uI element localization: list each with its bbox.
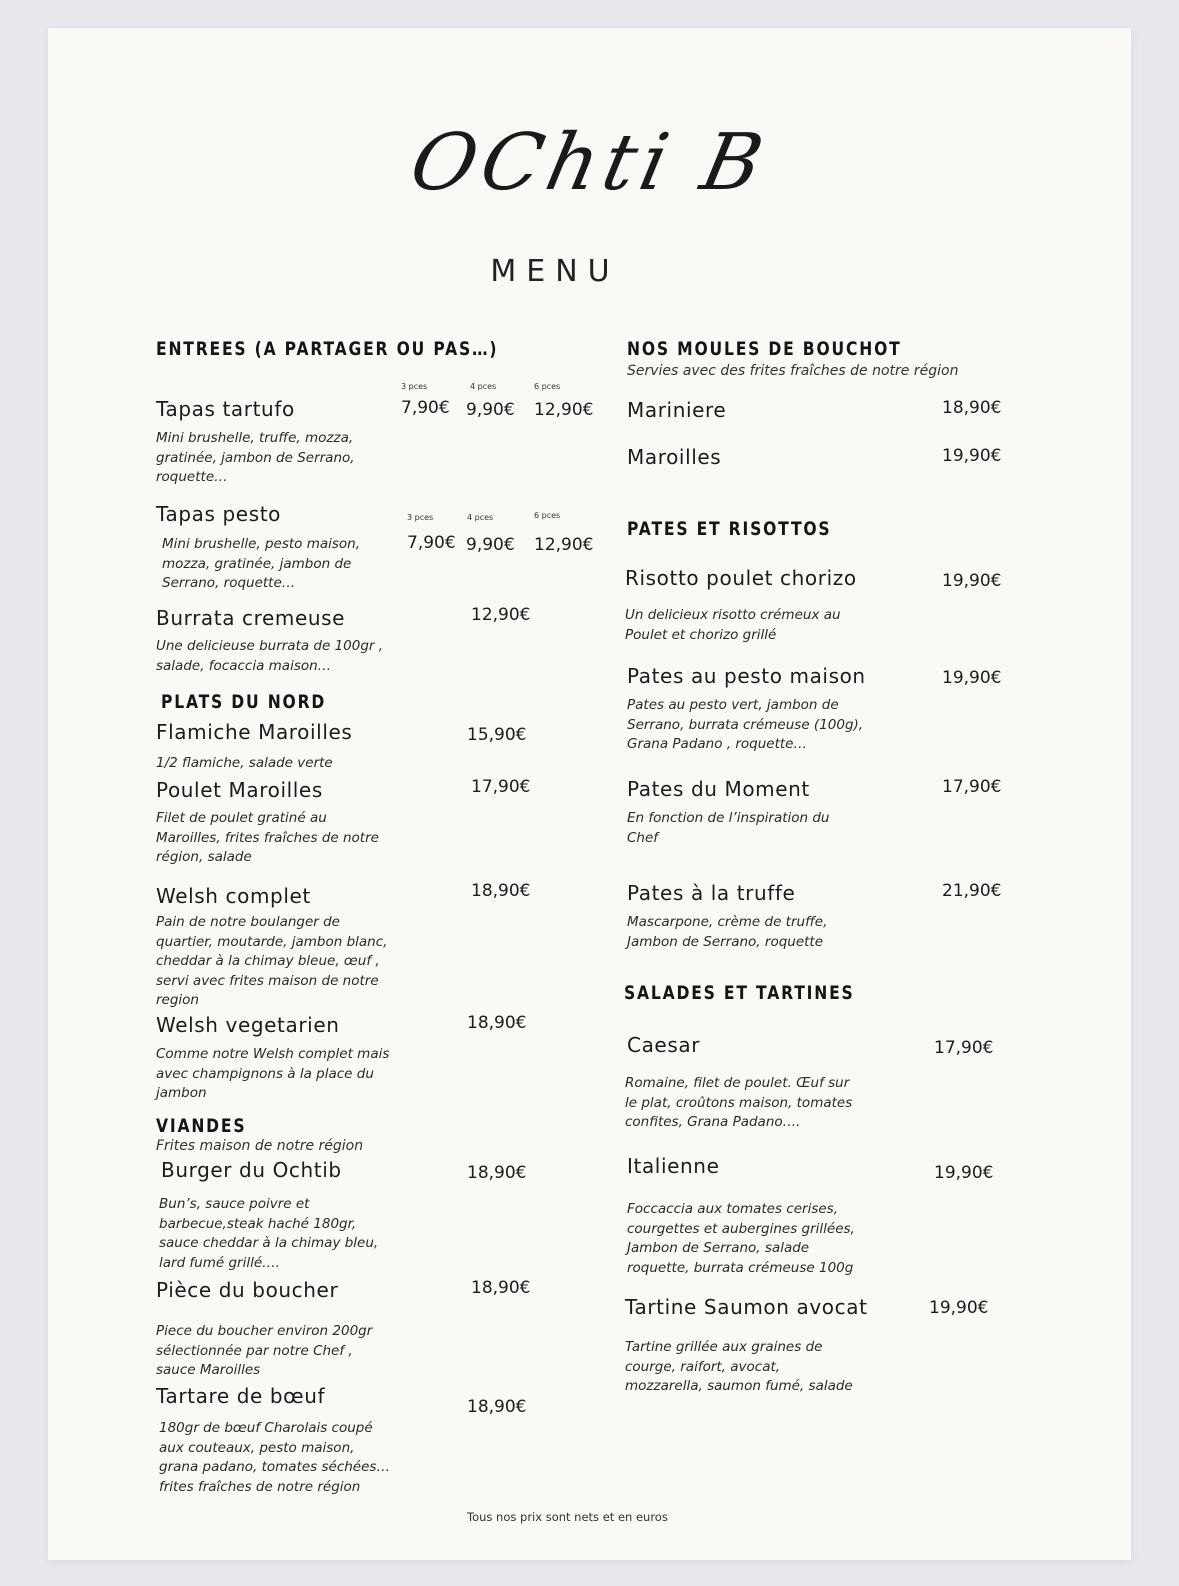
dish-description: Mini brushelle, truffe, mozza, gratinée, jambon de Serrano, roquette… (156, 430, 355, 485)
dish-description: Pain de notre boulanger de quartier, moutarde, jambon blanc, cheddar à la chimay bleue, œuf , servi avec frites maison de notre region (156, 914, 388, 1008)
dish-description: Mini brushelle, pesto maison, mozza, gratinée, jambon de Serrano, roquette… (162, 536, 361, 591)
footer-note: Tous nos prix sont nets et en euros (467, 1510, 668, 1524)
dish-price: 17,90€ (471, 777, 531, 797)
dish-name: Pates au pesto maison (627, 664, 866, 688)
dish-price: 12,90€ (534, 535, 594, 555)
section-title-pates: PATES ET RISOTTOS (627, 518, 832, 540)
dish-price: 19,90€ (942, 446, 1002, 466)
dish-price: 12,90€ (471, 605, 531, 625)
dish-description: Tartine grillée aux graines de courge, raifort, avocat, mozzarella, saumon fumé, salade (625, 1339, 853, 1394)
section-title-plats-du-nord: PLATS DU NORD (161, 691, 327, 713)
dish-description: Piece du boucher environ 200gr sélectionnée par notre Chef , sauce Maroilles (156, 1323, 373, 1378)
dish-description: Romaine, filet de poulet. Œuf sur le plat, croûtons maison, tomates confites, Grana Padano…. (625, 1075, 853, 1130)
dish-name: Pates à la truffe (627, 881, 796, 905)
dish-description: Foccaccia aux tomates cerises, courgettes et aubergines grillées, Jambon de Serrano, salade roquette, burrata crémeuse 100g (627, 1201, 855, 1276)
dish-price: 19,90€ (929, 1298, 989, 1318)
dish-name: Risotto poulet chorizo (625, 566, 857, 590)
pieces-label: 6 pces (534, 382, 561, 391)
dish-name: Pates du Moment (627, 777, 810, 801)
dish-price: 19,90€ (934, 1163, 994, 1183)
section-title-viandes: VIANDES (156, 1115, 247, 1137)
dish-name: Tapas tartufo (156, 397, 295, 421)
pieces-label: 6 pces (534, 511, 561, 520)
dish-price: 18,90€ (471, 1278, 531, 1298)
dish-name: Caesar (627, 1033, 701, 1057)
dish-price: 15,90€ (467, 725, 527, 745)
dish-name: Poulet Maroilles (156, 778, 323, 802)
section-title-entrees: ENTREES (A PARTAGER OU PAS…) (156, 338, 499, 360)
dish-description: Pates au pesto vert, jambon de Serrano, burrata crémeuse (100g), Grana Padano , roquette… (627, 697, 864, 752)
dish-price: 18,90€ (467, 1163, 527, 1183)
dish-price: 18,90€ (942, 398, 1002, 418)
dish-price: 9,90€ (466, 535, 515, 555)
dish-name: Tartine Saumon avocat (625, 1295, 868, 1319)
dish-price: 12,90€ (534, 400, 594, 420)
dish-price: 21,90€ (942, 881, 1002, 901)
dish-description: Filet de poulet gratiné au Maroilles, frites fraîches de notre région, salade (156, 810, 379, 865)
dish-price: 18,90€ (467, 1397, 527, 1417)
menu-title: MENU (490, 254, 620, 289)
dish-price: 19,90€ (942, 668, 1002, 688)
dish-description: Un delicieux risotto crémeux au Poulet et chorizo grillé (625, 607, 841, 643)
dish-name: Tapas pesto (156, 502, 281, 526)
dish-price: 9,90€ (466, 400, 515, 420)
dish-name: Maroilles (627, 445, 722, 469)
dish-price: 17,90€ (934, 1038, 994, 1058)
dish-name: Welsh vegetarien (156, 1013, 340, 1037)
dish-price: 17,90€ (942, 777, 1002, 797)
dish-name: Tartare de bœuf (156, 1384, 326, 1408)
dish-description: Bun’s, sauce poivre et barbecue,steak haché 180gr, sauce cheddar à la chimay bleu, lard fumé grillé…. (159, 1196, 379, 1271)
dish-name: Italienne (627, 1154, 720, 1178)
dish-price: 18,90€ (471, 881, 531, 901)
dish-description: Mascarpone, crème de truffe, Jambon de Serrano, roquette (627, 914, 828, 950)
dish-price: 7,90€ (407, 533, 456, 553)
section-subtitle: Servies avec des frites fraîches de notre région (627, 363, 959, 379)
dish-name: Flamiche Maroilles (156, 720, 353, 744)
pieces-label: 3 pces (401, 382, 428, 391)
restaurant-logo: OChti B (402, 118, 777, 208)
pieces-label: 4 pces (467, 513, 494, 522)
section-subtitle: Frites maison de notre région (156, 1138, 364, 1154)
section-title-salades: SALADES ET TARTINES (624, 982, 855, 1004)
dish-name: Welsh complet (156, 884, 311, 908)
dish-price: 19,90€ (942, 571, 1002, 591)
dish-price: 18,90€ (467, 1013, 527, 1033)
dish-description: Comme notre Welsh complet mais avec champignons à la place du jambon (156, 1046, 390, 1101)
dish-description: 180gr de bœuf Charolais coupé aux couteaux, pesto maison, grana padano, tomates séchées… frites fraîches de notre région (159, 1420, 390, 1495)
dish-description: En fonction de l’inspiration du Chef (627, 810, 830, 846)
pieces-label: 4 pces (470, 382, 497, 391)
dish-name: Burrata cremeuse (156, 606, 346, 630)
dish-name: Pièce du boucher (156, 1278, 339, 1302)
section-title-moules: NOS MOULES DE BOUCHOT (627, 338, 902, 360)
pieces-label: 3 pces (407, 513, 434, 522)
dish-description: 1/2 flamiche, salade verte (156, 755, 333, 771)
dish-description: Une delicieuse burrata de 100gr , salade, focaccia maison… (156, 638, 384, 674)
dish-name: Mariniere (627, 398, 727, 422)
dish-price: 7,90€ (401, 398, 450, 418)
dish-name: Burger du Ochtib (161, 1158, 342, 1182)
